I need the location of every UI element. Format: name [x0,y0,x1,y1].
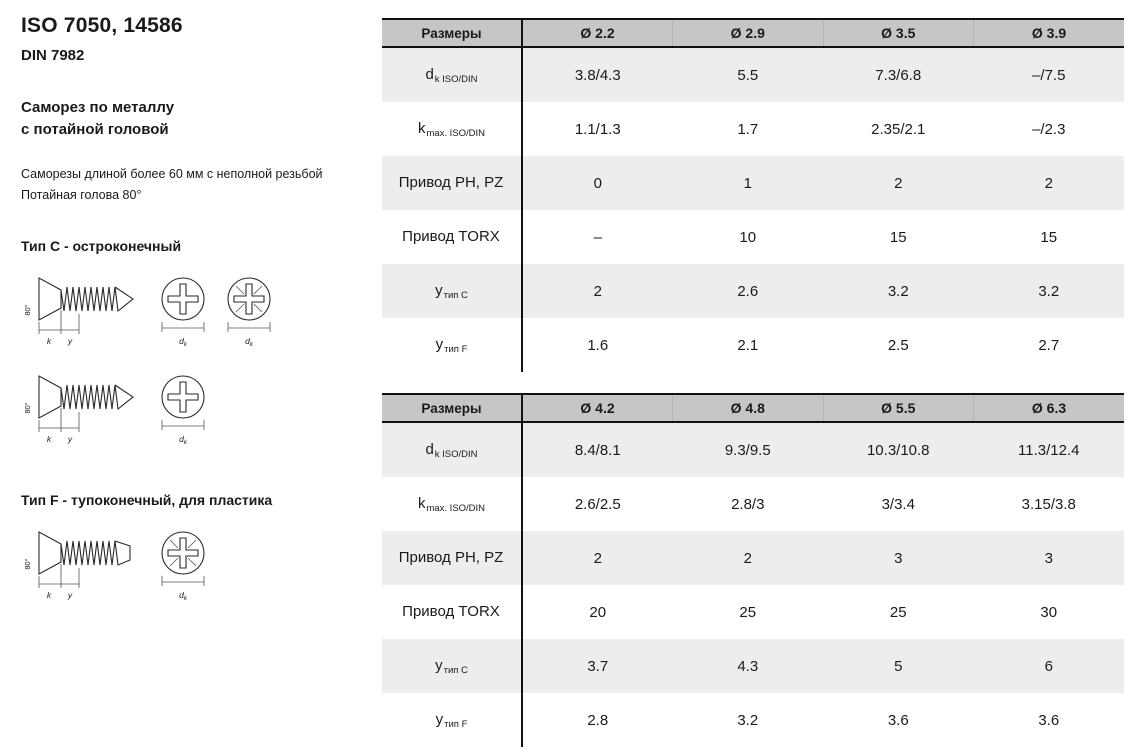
left-panel [0,0,382,753]
row-label: $у_{тип C}$ [382,639,522,693]
column-header-sizes: Размеры [382,19,522,47]
column-header-diameter: Ø 4.8 [673,394,824,422]
type-c-heading: Тип C - остроконечный [21,238,182,254]
column-header-diameter: Ø 2.2 [522,19,673,47]
cell: 15 [889,228,907,246]
cell: 2.6 [673,264,824,318]
row-label: Привод PH, PZ [382,531,522,585]
column-header-diameter: Ø 2.9 [673,19,824,47]
cell: 3.15/3.8 [1021,495,1076,513]
cell: 2.7 [1038,336,1060,354]
dim-label-dk: $d_k$ [179,434,187,446]
cell: 3 [974,531,1125,585]
angle-label: 80° [23,558,32,570]
phillips-head-view [162,278,204,348]
din-subtitle: DIN 7982 [21,47,85,64]
type-f-drawing [21,524,293,604]
table-row-drive-ph-pz [382,531,1124,585]
cell: 2.5 [887,336,909,354]
header-row [382,19,1124,47]
dimensions-table-large [382,393,1124,747]
column-header-diameter: Ø 4.2 [522,394,673,422]
cell: 25 [889,603,907,621]
cell: 2 [974,156,1125,210]
notes [21,164,382,207]
dim-label-dk: $d_k$ [245,336,253,348]
cell: 3 [823,531,974,585]
type-c-drawing-2 [21,368,293,448]
note-head-angle: Потайная голова 80° [21,187,142,202]
column-header-diameter: Ø 6.3 [974,394,1125,422]
cell: 2 [522,264,673,318]
table-row-dk [382,47,1124,102]
cell: 2 [673,531,824,585]
angle-label: 80° [23,304,32,316]
cell: 3.2 [974,264,1125,318]
row-label: Привод PH, PZ [382,156,522,210]
column-header-diameter: Ø 5.5 [823,394,974,422]
cell: 2.8 [587,711,609,729]
cell: 6 [974,639,1125,693]
product-name [21,97,382,141]
column-header-diameter: Ø 3.5 [823,19,974,47]
cell: 1.7 [737,120,759,138]
cell: 1.1/1.3 [574,120,621,138]
screw-side-view-blunt [39,532,130,600]
row-label: $d_{k ISO/DIN}$ [382,422,522,477]
dim-label-dk: $d_k$ [179,590,187,602]
table-row-y-type-f [382,318,1124,372]
phillips-head-view [162,376,204,446]
cell: 2 [823,156,974,210]
cell: 3/3.4 [881,495,915,513]
cell: 2.6/2.5 [574,495,621,513]
table-row-dk [382,422,1124,477]
screw-side-view [39,376,133,444]
dim-label-y: y [67,336,73,346]
dim-label-k: k [46,590,52,600]
cell: 10 [739,228,757,246]
row-label: $d_{k ISO/DIN}$ [382,47,522,102]
cell: 2.1 [737,336,759,354]
dimensions-table-small [382,18,1124,372]
angle-label: 80° [23,402,32,414]
cell: 1 [673,156,824,210]
table-row-drive-torx [382,585,1124,639]
product-name-line1: Саморез по металлу [21,99,175,116]
cell: 3.2 [737,711,759,729]
cell: –/7.5 [974,47,1125,102]
cell: 5.5 [673,47,824,102]
row-label: $у_{тип F}$ [382,693,522,747]
table-row-y-type-c [382,639,1124,693]
cell: 30 [1040,603,1058,621]
dim-label-k: k [46,434,52,444]
type-c-drawing-1 [21,270,293,350]
note-thread-length: Саморезы длиной более 60 мм с неполной резьбой [21,166,323,181]
table-row-kmax [382,102,1124,156]
screw-side-view [39,278,133,346]
cell: 1.6 [587,336,609,354]
row-label: $k_{max. ISO/DIN}$ [382,477,522,531]
row-label: $у_{тип C}$ [382,264,522,318]
cell: 2.8/3 [731,495,765,513]
table-row-drive-ph-pz [382,156,1124,210]
dim-label-k: k [46,336,52,346]
cell: – [593,228,602,246]
cell: 3.7 [522,639,673,693]
table-row-y-type-c [382,264,1124,318]
cell: 0 [522,156,673,210]
type-f-heading: Тип F - тупоконечный, для пластика [21,492,273,508]
cell: 5 [823,639,974,693]
cell: 7.3/6.8 [823,47,974,102]
product-name-line2: с потайной головой [21,120,169,138]
table-row-drive-torx [382,210,1124,264]
row-label: Привод TORX [382,585,522,639]
dim-label-dk: $d_k$ [179,336,187,348]
cell: 20 [589,603,607,621]
cell: 8.4/8.1 [522,422,673,477]
cell: 3.6 [887,711,909,729]
header-row [382,394,1124,422]
cell: 11.3/12.4 [974,422,1125,477]
tables-panel [382,0,1133,753]
row-label: $у_{тип F}$ [382,318,522,372]
cell: –/2.3 [1032,120,1066,138]
table-row-kmax [382,477,1124,531]
cell: 2 [522,531,673,585]
row-label: $k_{max. ISO/DIN}$ [382,102,522,156]
cell: 3.8/4.3 [522,47,673,102]
page-title: ISO 7050, 14586 [21,14,183,37]
column-header-sizes: Размеры [382,394,522,422]
dim-label-y: y [67,434,73,444]
cell: 25 [739,603,757,621]
cell: 15 [1040,228,1058,246]
dim-label-y: y [67,590,73,600]
cell: 3.6 [1038,711,1060,729]
cell: 2.35/2.1 [871,120,926,138]
cell: 9.3/9.5 [673,422,824,477]
pozidriv-head-view [162,532,204,602]
column-header-diameter: Ø 3.9 [974,19,1125,47]
table-row-y-type-f [382,693,1124,747]
cell: 3.2 [823,264,974,318]
row-label: Привод TORX [382,210,522,264]
pozidriv-head-view [228,278,270,348]
cell: 10.3/10.8 [823,422,974,477]
cell: 4.3 [673,639,824,693]
